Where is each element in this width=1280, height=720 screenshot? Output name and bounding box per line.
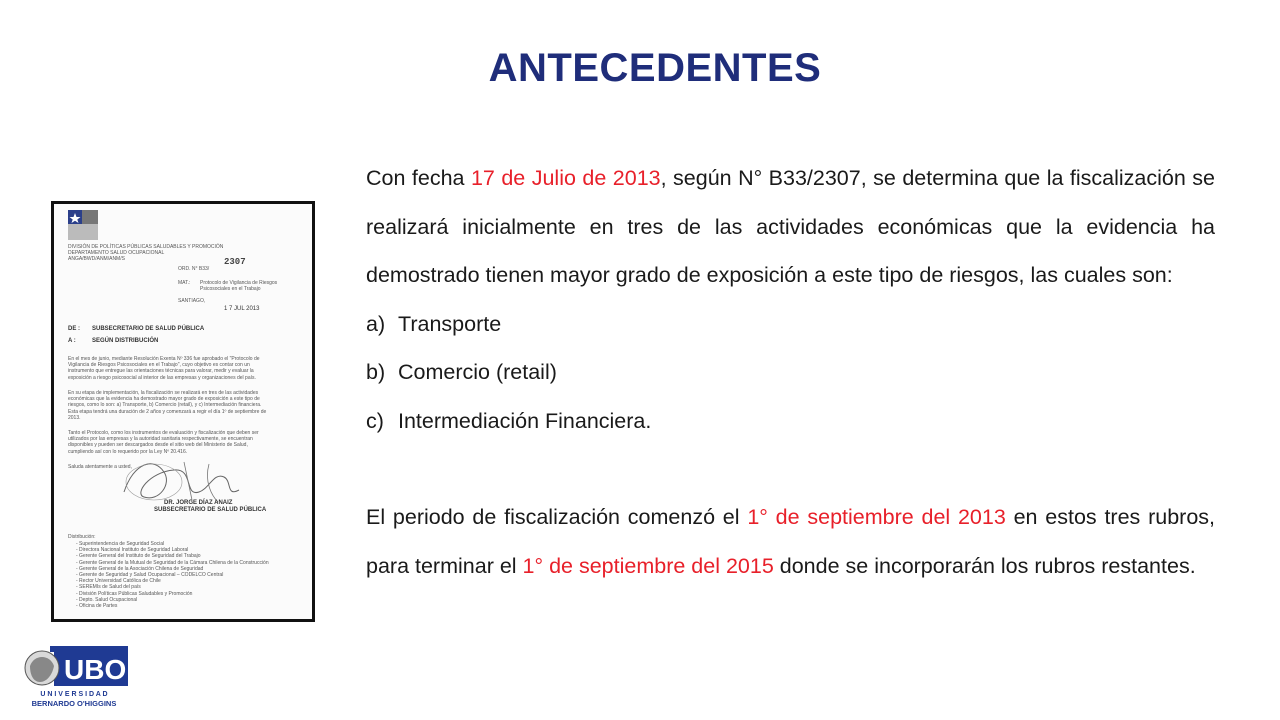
intro-date: 17 de Julio de 2013 xyxy=(470,166,661,190)
document-page xyxy=(54,204,312,619)
doc-line: - SEREMIs de Salud del país xyxy=(76,584,141,591)
doc-date: 1 7 JUL 2013 xyxy=(224,306,260,312)
doc-distribution-list xyxy=(76,541,306,609)
slide-title: ANTECEDENTES xyxy=(488,46,822,90)
list-item-text: Transporte xyxy=(398,311,502,336)
period-end-date: 1° de septiembre del 2015 xyxy=(522,553,774,578)
intro-text-2: , según N° B33/2307, se determina que la fiscalización se realizará inicialmente en tres de las actividades económicas que la evidencia ha demostrado tienen mayor grado de exposición a este tipo de riesgos, las cuales son: xyxy=(366,166,1216,287)
logo-line-1: U N I V E R S I D A D xyxy=(40,691,108,698)
ministry-logo-icon xyxy=(68,210,98,240)
list-item xyxy=(366,397,1215,446)
doc-line: Esta etapa tendrá una duración de 2 años y comenzará a regir el día 1º de septiembre de xyxy=(68,408,267,415)
doc-a: SEGÚN DISTRIBUCIÓN xyxy=(92,338,159,344)
logo-letters: UBO xyxy=(64,654,127,685)
doc-ord: ORD. N° B33/ xyxy=(178,266,210,272)
doc-a-label: A : xyxy=(68,338,76,344)
list-item xyxy=(366,300,1215,349)
doc-signer-title: SUBSECRETARIO DE SALUD PÚBLICA xyxy=(154,507,267,513)
period-text-2: en estos tres rubros, para terminar el xyxy=(366,505,1215,578)
doc-line: En el mes de junio, mediante Resolución Exenta Nº 336 fue aprobado el "Protocolo de xyxy=(68,356,260,362)
doc-paragraph-2 xyxy=(68,390,304,421)
activities-list xyxy=(366,300,1215,446)
doc-distribution-label: Distribución: xyxy=(68,534,96,540)
list-item-text: Comercio (retail) xyxy=(398,360,557,384)
doc-line: - Gerente General de la Asociación Chilena de Seguridad xyxy=(76,565,204,572)
list-marker: b) xyxy=(366,360,386,384)
doc-line: exposición a riesgo psicosocial al interior de las empresas y organizaciones del país. xyxy=(68,374,256,381)
doc-line: - Oficina de Partes xyxy=(76,603,118,610)
doc-line: utilizados por las empresas y la autoridad sanitaria respectivamente, se encuentran xyxy=(68,436,253,443)
list-item-text: Intermediación Financiera. xyxy=(398,408,652,433)
doc-de: SUBSECRETARIO DE SALUD PÚBLICA xyxy=(92,326,205,332)
period-start-date: 1° de septiembre del 2013 xyxy=(747,505,1006,529)
doc-line: 2013. xyxy=(68,414,81,421)
doc-closing: Saluda atentamente a usted, xyxy=(68,464,132,470)
doc-line: - Depto. Salud Ocupacional xyxy=(76,596,138,603)
doc-place: SANTIAGO, xyxy=(178,298,206,304)
doc-line: - Directora Nacional Instituto de Seguridad Laboral xyxy=(76,547,189,554)
slide-body xyxy=(366,154,1215,590)
intro-text-1: Con fecha xyxy=(366,166,471,190)
doc-header-2: DEPARTAMENTO SALUD OCUPACIONAL xyxy=(68,250,165,256)
period-paragraph xyxy=(366,493,1215,590)
doc-line: instrumento que entregue las orientaciones técnicas para valorar, medir y evaluar la xyxy=(68,368,254,375)
doc-line: - Superintendencia de Seguridad Social xyxy=(76,541,165,547)
doc-header-1: DIVISIÓN DE POLÍTICAS PÚBLICAS SALUDABLES Y PROMOCIÓN xyxy=(68,244,224,250)
doc-line: cumpliendo así con lo requerido por la Ley Nº 20.416. xyxy=(68,448,188,455)
doc-line: - Gerente General de la Mutual de Seguridad de la Cámara Chilena de la Construcción xyxy=(76,559,269,566)
doc-header-3: ANGA/BWD/ANM/ANM/S xyxy=(68,256,125,262)
doc-line: Vigilancia de Riesgos Psicosociales en el Trabajo", cuyo objetivo es contar con un xyxy=(68,362,250,369)
doc-line: económicas que la evidencia ha demostrado mayor grado de exposición a este tipo de xyxy=(68,396,260,403)
doc-signer: DR. JORGE DÍAZ ANAIZ xyxy=(164,500,233,506)
doc-line: - Gerente General del Instituto de Seguridad del Trabajo xyxy=(76,553,201,560)
list-marker: a) xyxy=(366,311,386,336)
list-item xyxy=(366,348,1215,397)
list-marker: c) xyxy=(366,408,384,433)
doc-line: En su etapa de implementación, la fiscalización se realizará en tres de las actividades xyxy=(68,390,259,396)
doc-line: riesgos, como lo son: a) Transporte, b) Comercio (retail), y c) Intermediación financiera. xyxy=(68,402,262,409)
doc-mat-text: Protocolo de Vigilancia de Riesgos Psicosociales en el Trabajo xyxy=(200,280,278,293)
doc-de-label: DE : xyxy=(68,326,80,332)
doc-number: 2307 xyxy=(224,257,246,267)
doc-line: - División Políticas Públicas Saludables y Promoción xyxy=(76,590,193,597)
doc-paragraph-1 xyxy=(68,356,304,381)
doc-line: disponibles y pueden ser descargados desde el sitio web del Ministerio de Salud, xyxy=(68,442,248,449)
intro-paragraph xyxy=(366,154,1215,300)
document-scan xyxy=(51,201,315,622)
period-text-1: El periodo de fiscalización comenzó el xyxy=(366,505,748,529)
doc-line: - Rector Universidad Católica de Chile xyxy=(76,578,161,585)
doc-mat-label: MAT.: xyxy=(178,280,191,286)
ubo-logo-icon xyxy=(20,646,128,708)
doc-line: - Gerente de Seguridad y Salud Ocupacional – CODELCO Central xyxy=(76,572,224,579)
period-text-3: donde se incorporarán los rubros restantes. xyxy=(773,553,1196,578)
logo-line-2: BERNARDO O'HIGGINS xyxy=(31,699,117,708)
doc-line: Tanto el Protocolo, como los instrumentos de evaluación y fiscalización que deben ser xyxy=(68,430,259,436)
